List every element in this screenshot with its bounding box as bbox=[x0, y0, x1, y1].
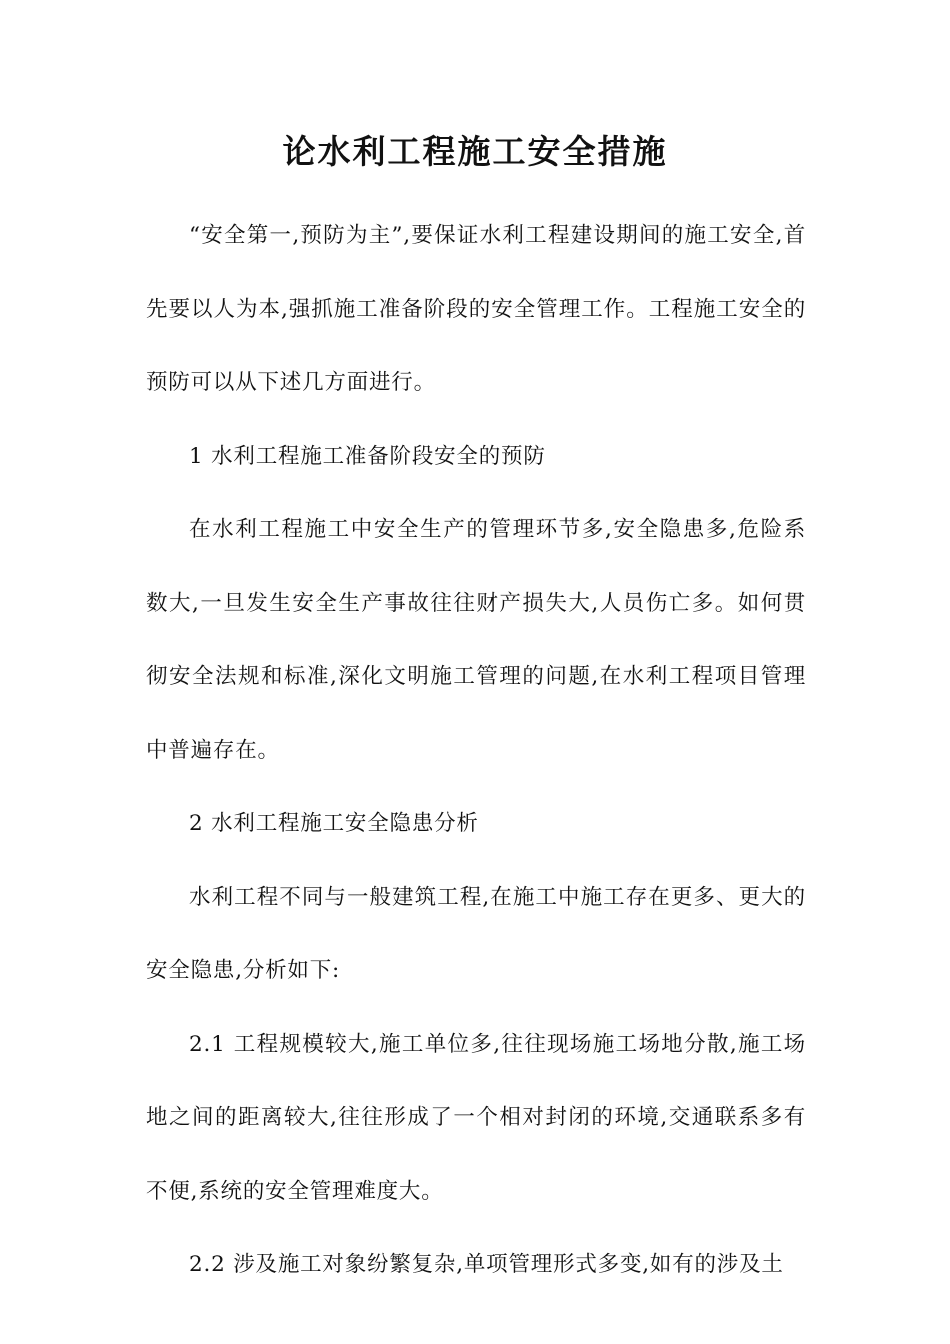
document-body bbox=[146, 199, 806, 1302]
section-heading-1: 1 水利工程施工准备阶段安全的预防 bbox=[189, 443, 546, 469]
paragraph-section-1: 在水利工程施工中安全生产的管理环节多,安全隐患多,危险系数大,一旦发生安全生产事故往往财产损失大,人员伤亡多。如何贯彻安全法规和标准,深化文明施工管理的问题,在水利工程项目管理中普遍存在。 bbox=[146, 517, 806, 763]
section-heading-2: 2 水利工程施工安全隐患分析 bbox=[189, 811, 479, 836]
paragraph-intro: “安全第一,预防为主”,要保证水利工程建设期间的施工安全,首先要以人为本,强抓施工准备阶段的安全管理工作。工程施工安全的预防可以从下述几方面进行。 bbox=[146, 223, 806, 395]
paragraph-section-2: 水利工程不同与一般建筑工程,在施工中施工存在更多、更大的安全隐患,分析如下: bbox=[146, 884, 806, 983]
document-title: 论水利工程施工安全措施 bbox=[282, 132, 668, 171]
paragraph-2-2: 2.2 涉及施工对象纷繁复杂,单项管理形式多变,如有的涉及土 bbox=[189, 1252, 784, 1277]
paragraph-2-1: 2.1 工程规模较大,施工单位多,往往现场施工场地分散,施工场地之间的距离较大,往往形成了一个相对封闭的环境,交通联系多有不便,系统的安全管理难度大。 bbox=[146, 1031, 806, 1204]
